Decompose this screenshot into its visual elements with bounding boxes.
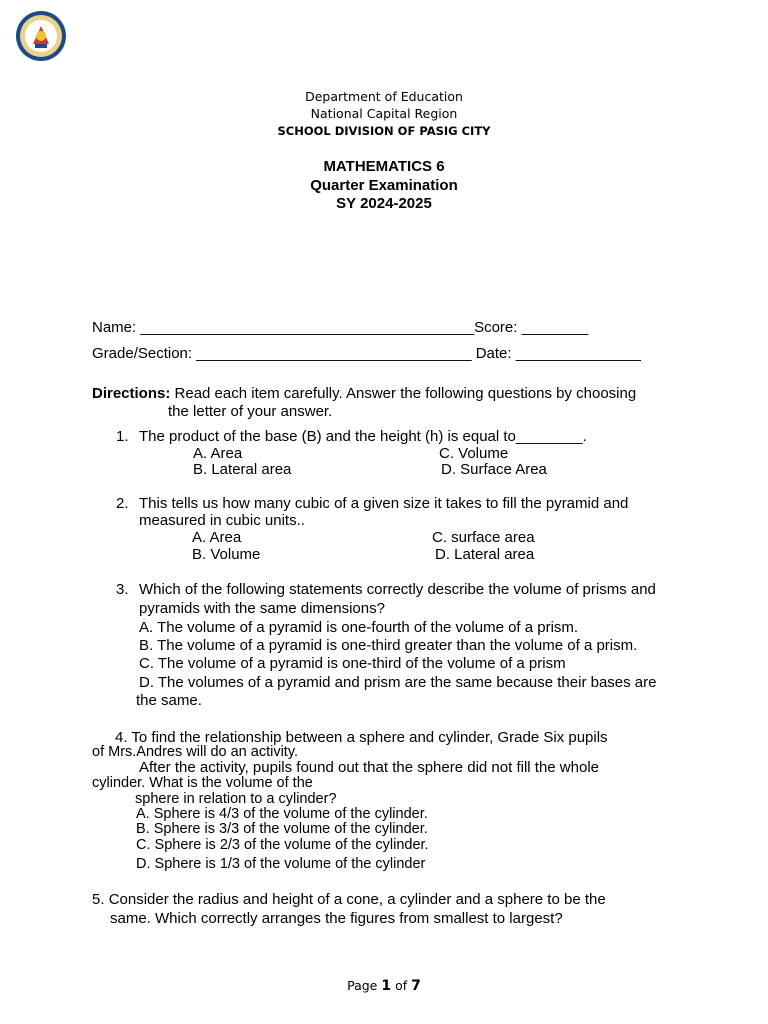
- header-region: National Capital Region: [310, 106, 458, 121]
- name-field-row[interactable]: [92, 319, 588, 336]
- question-4-text-line-1: To find the relationship between a sphere and cylinder, Grade Six pupils: [131, 729, 608, 746]
- directions-line-1: [92, 385, 636, 402]
- exam-subject-title: MATHEMATICS 6: [323, 158, 445, 175]
- question-4-choice-d[interactable]: D. Sphere is 1/3 of the volume of the cylinder: [136, 856, 426, 872]
- question-3-choice-b[interactable]: B. The volume of a pyramid is one-third greater than the volume of a prism.: [139, 637, 638, 654]
- question-5-number: 5.: [92, 891, 105, 908]
- directions-text-2: the letter of your answer.: [168, 403, 333, 420]
- question-2-choice-b[interactable]: B. Volume: [192, 546, 261, 563]
- question-5-text-line-2: same. Which correctly arranges the figures from smallest to largest?: [110, 910, 563, 927]
- question-4-text-line-5: sphere in relation to a cylinder?: [135, 791, 337, 807]
- exam-type-title: Quarter Examination: [310, 177, 458, 194]
- directions-label: Directions:: [92, 385, 171, 402]
- question-5-text-line-1: Consider the radius and height of a cone, a cylinder and a sphere to be the: [108, 891, 606, 908]
- question-2-choice-a[interactable]: A. Area: [192, 529, 242, 546]
- question-1-choice-b[interactable]: B. Lateral area: [193, 461, 292, 478]
- header-division: SCHOOL DIVISION OF PASIG CITY: [277, 124, 491, 138]
- question-4-text-line-3: After the activity, pupils found out that the sphere did not fill the whole: [139, 759, 599, 776]
- score-label: Score:: [474, 319, 518, 336]
- question-3-choice-a[interactable]: A. The volume of a pyramid is one-fourth of the volume of a prism.: [139, 619, 579, 636]
- directions-text-1: Read each item carefully. Answer the following questions by choosing: [174, 385, 637, 402]
- header-department: Department of Education: [305, 89, 463, 104]
- grade-section-blank[interactable]: _________________________________: [196, 345, 472, 362]
- question-3-text-line-2: pyramids with the same dimensions?: [139, 600, 385, 617]
- question-3-text-line-1: Which of the following statements correctly describe the volume of prisms and: [139, 581, 656, 598]
- question-4-text-line-2: of Mrs.Andres will do an activity.: [92, 744, 299, 760]
- question-4-choice-a[interactable]: A. Sphere is 4/3 of the volume of the cylinder.: [136, 806, 428, 822]
- question-4-choice-b[interactable]: B. Sphere is 3/3 of the volume of the cylinder.: [136, 821, 428, 837]
- question-3-number: 3.: [116, 581, 129, 598]
- page-number: 1: [381, 978, 392, 994]
- question-2-choice-c[interactable]: C. surface area: [432, 529, 535, 546]
- question-1-choice-c[interactable]: C. Volume: [439, 445, 509, 462]
- question-2-choice-d[interactable]: D. Lateral area: [435, 546, 535, 563]
- school-year-title: SY 2024-2025: [336, 195, 432, 212]
- question-4-text-line-4: cylinder. What is the volume of the: [92, 775, 313, 791]
- grade-section-label: Grade/Section:: [92, 345, 193, 362]
- total-pages: 7: [411, 978, 421, 994]
- question-2-number: 2.: [116, 495, 129, 512]
- division-seal-logo: [15, 10, 67, 62]
- page-footer: [0, 978, 768, 994]
- of-word: of: [395, 978, 408, 993]
- question-2-text-line-1: This tells us how many cubic of a given size it takes to fill the pyramid and: [139, 495, 629, 512]
- question-1-choice-a[interactable]: A. Area: [193, 445, 243, 462]
- question-4-number: 4.: [115, 729, 128, 746]
- question-5-line-1: [92, 891, 606, 908]
- question-3-choice-c[interactable]: C. The volume of a pyramid is one-third of the volume of a prism: [139, 655, 566, 672]
- name-label: Name:: [92, 319, 137, 336]
- question-2-text-line-2: measured in cubic units..: [139, 512, 305, 529]
- question-1-number: 1.: [116, 428, 129, 445]
- grade-field-row[interactable]: [92, 345, 641, 362]
- question-1-choice-d[interactable]: D. Surface Area: [441, 461, 547, 478]
- name-blank[interactable]: ________________________________________: [140, 319, 475, 336]
- question-1-text: The product of the base (B) and the height (h) is equal to________.: [139, 428, 587, 445]
- question-3-choice-d-cont: the same.: [136, 692, 202, 709]
- question-4-choice-c[interactable]: C. Sphere is 2/3 of the volume of the cylinder.: [136, 837, 429, 853]
- page-word: Page: [347, 978, 378, 993]
- question-3-choice-d[interactable]: D. The volumes of a pyramid and prism are the same because their bases are: [139, 674, 657, 691]
- score-blank[interactable]: ________: [521, 319, 589, 336]
- date-blank[interactable]: _______________: [515, 345, 641, 362]
- date-label: Date:: [475, 345, 512, 362]
